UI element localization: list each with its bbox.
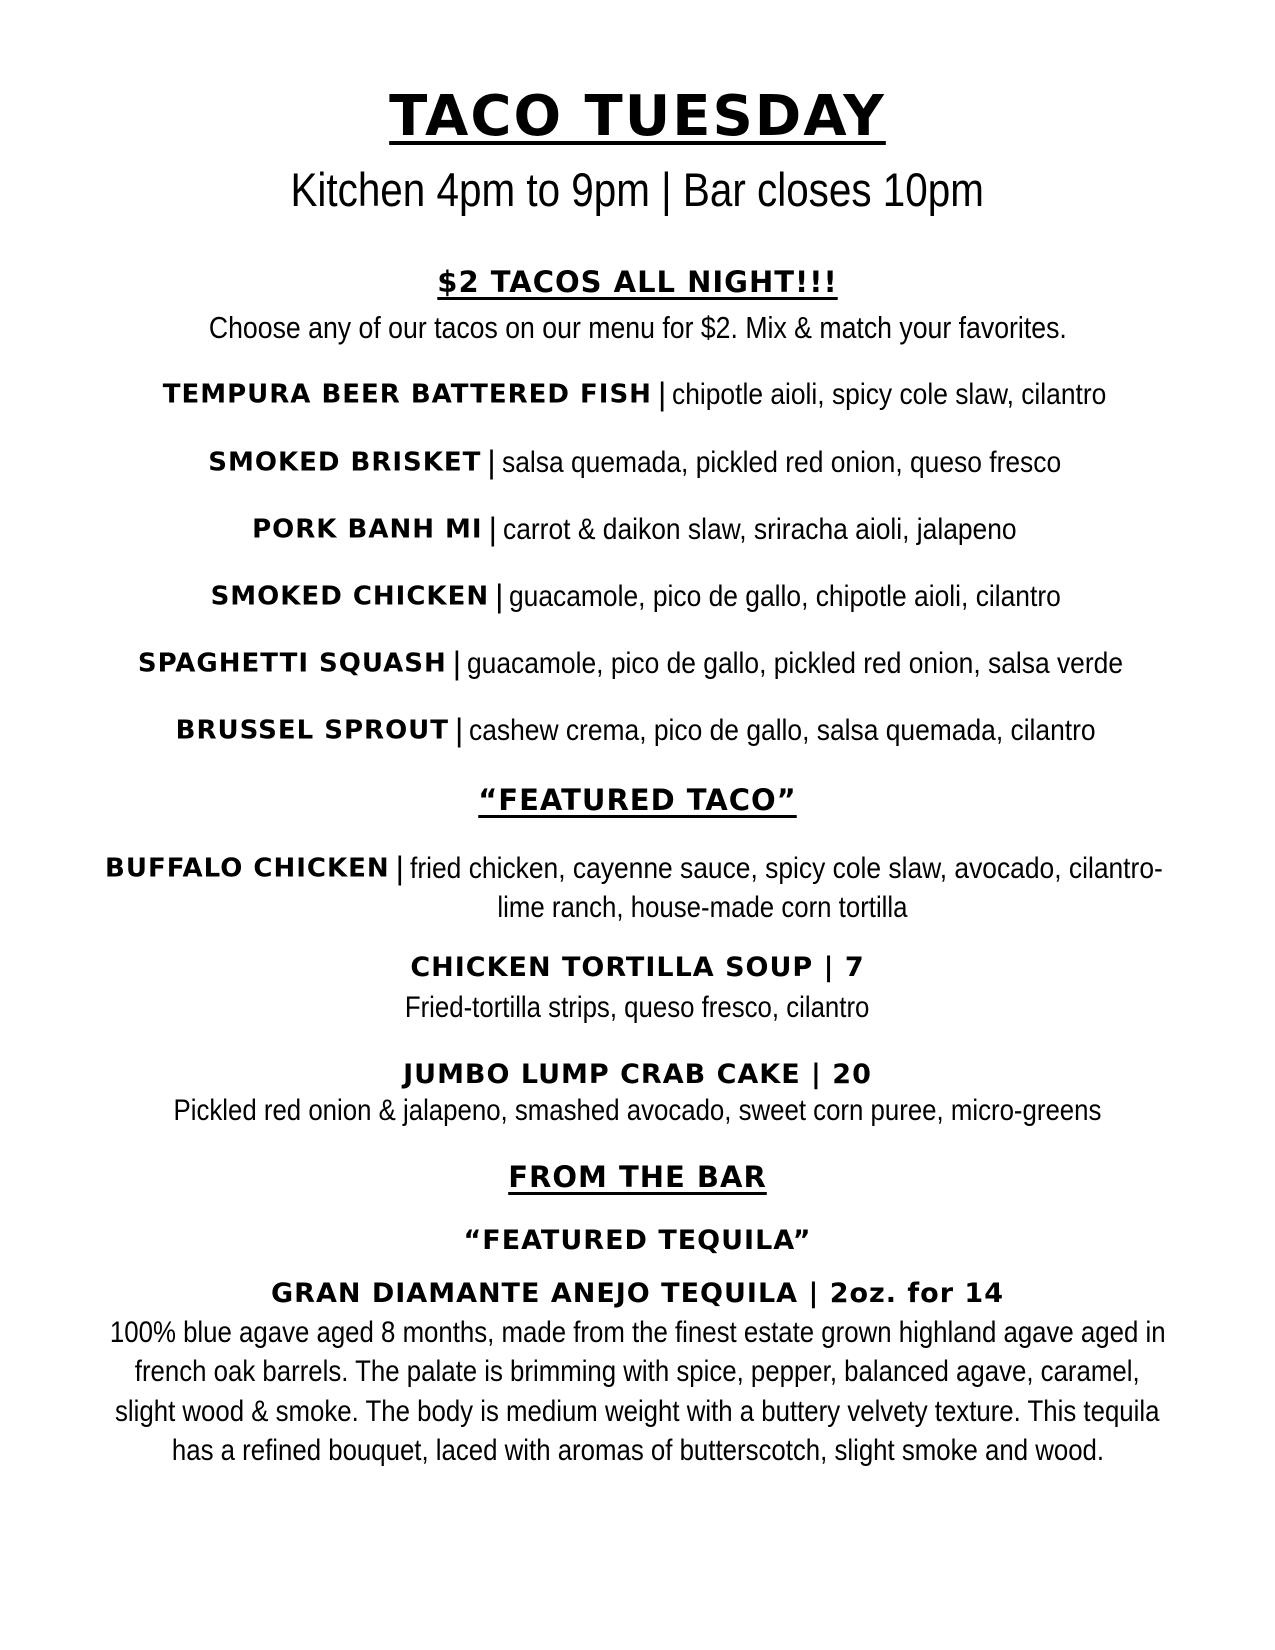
crab-cake-title: JUMBO LUMP CRAB CAKE | 20 [403, 1059, 872, 1090]
featured-taco-desc-2: lime ranch, house-made corn tortilla [497, 891, 908, 924]
tacos-intro: Choose any of our tacos on our menu for $2. Mix & match your favorites. [208, 310, 1067, 345]
crab-cake-desc: Pickled red onion & jalapeno, smashed avocado, sweet corn puree, micro-greens [173, 1094, 1102, 1127]
hours-text: Kitchen 4pm to 9pm | Bar closes 10pm [290, 163, 985, 216]
soup-title: CHICKEN TORTILLA SOUP | 7 [410, 952, 865, 983]
page-title: TACO TUESDAY [389, 84, 886, 149]
item-desc: chipotle aioli, spicy cole slaw, cilantro [672, 377, 1107, 411]
tequila-desc-line-3 [0, 1395, 1275, 1429]
menu-item-squash [0, 645, 1275, 682]
tacos-intro-line [0, 310, 1275, 346]
tequila-title: GRAN DIAMANTE ANEJO TEQUILA | 2oz. for 14 [271, 1278, 1004, 1309]
tequila-desc: 100% blue agave aged 8 months, made from the finest estate grown highland agave aged in [109, 1316, 1166, 1349]
bar-heading: FROM THE BAR [508, 1160, 767, 1194]
featured-taco-desc-1: fried chicken, cayenne sauce, spicy cole slaw, avocado, cilantro- [409, 851, 1163, 885]
item-separator: | [488, 511, 497, 547]
item-desc: cashew crema, pico de gallo, salsa quemada, cilantro [469, 713, 1096, 747]
item-name: SMOKED CHICKEN [210, 581, 490, 612]
item-separator: | [657, 376, 667, 412]
soup-desc-line [0, 991, 1275, 1025]
tequila-desc: french oak barrels. The palate is brimming with spice, pepper, balanced agave, caramel, [135, 1355, 1140, 1388]
tequila-desc-line-4 [0, 1434, 1275, 1468]
item-separator: | [452, 645, 462, 681]
item-desc: guacamole, pico de gallo, chipotle aioli, cilantro [509, 579, 1062, 613]
featured-taco-heading: “FEATURED TACO” [478, 783, 797, 817]
featured-tequila-heading: “FEATURED TEQUILA” [463, 1225, 812, 1256]
item-separator: | [455, 712, 464, 748]
item-name: PORK BANH MI [252, 514, 483, 545]
item-name: SMOKED BRISKET [208, 447, 482, 478]
tequila-desc-line-1 [0, 1316, 1275, 1350]
item-separator: | [395, 850, 404, 886]
item-desc: guacamole, pico de gallo, pickled red onion, salsa verde [467, 646, 1124, 680]
item-separator: | [495, 578, 504, 614]
crab-cake-desc-line [0, 1094, 1275, 1128]
item-separator: | [487, 444, 496, 480]
hours-line [0, 162, 1275, 218]
menu-item-brussel [0, 712, 1275, 749]
item-name: BRUSSEL SPROUT [175, 715, 450, 746]
item-desc: carrot & daikon slaw, sriracha aioli, jalapeno [502, 512, 1017, 546]
featured-taco-item [0, 850, 1275, 887]
item-desc: salsa quemada, pickled red onion, queso fresco [501, 445, 1061, 479]
featured-taco-name: BUFFALO CHICKEN [105, 853, 390, 884]
menu-item-brisket [0, 444, 1275, 481]
item-name: TEMPURA BEER BATTERED FISH [162, 379, 652, 410]
tequila-desc: slight wood & smoke. The body is medium weight with a buttery velvety texture. This tequila [115, 1395, 1160, 1428]
menu-item-chicken [0, 578, 1275, 615]
soup-desc: Fried-tortilla strips, queso fresco, cilantro [405, 991, 870, 1024]
tequila-desc: has a refined bouquet, laced with aromas of butterscotch, slight smoke and wood. [171, 1434, 1104, 1467]
item-name: SPAGHETTI SQUASH [137, 648, 447, 679]
menu-item-fish [0, 376, 1275, 413]
tacos-heading: $2 TACOS ALL NIGHT!!! [437, 265, 838, 299]
featured-taco-desc-line2 [0, 891, 1275, 925]
menu-item-banh-mi [0, 511, 1275, 548]
tequila-desc-line-2 [0, 1355, 1275, 1389]
